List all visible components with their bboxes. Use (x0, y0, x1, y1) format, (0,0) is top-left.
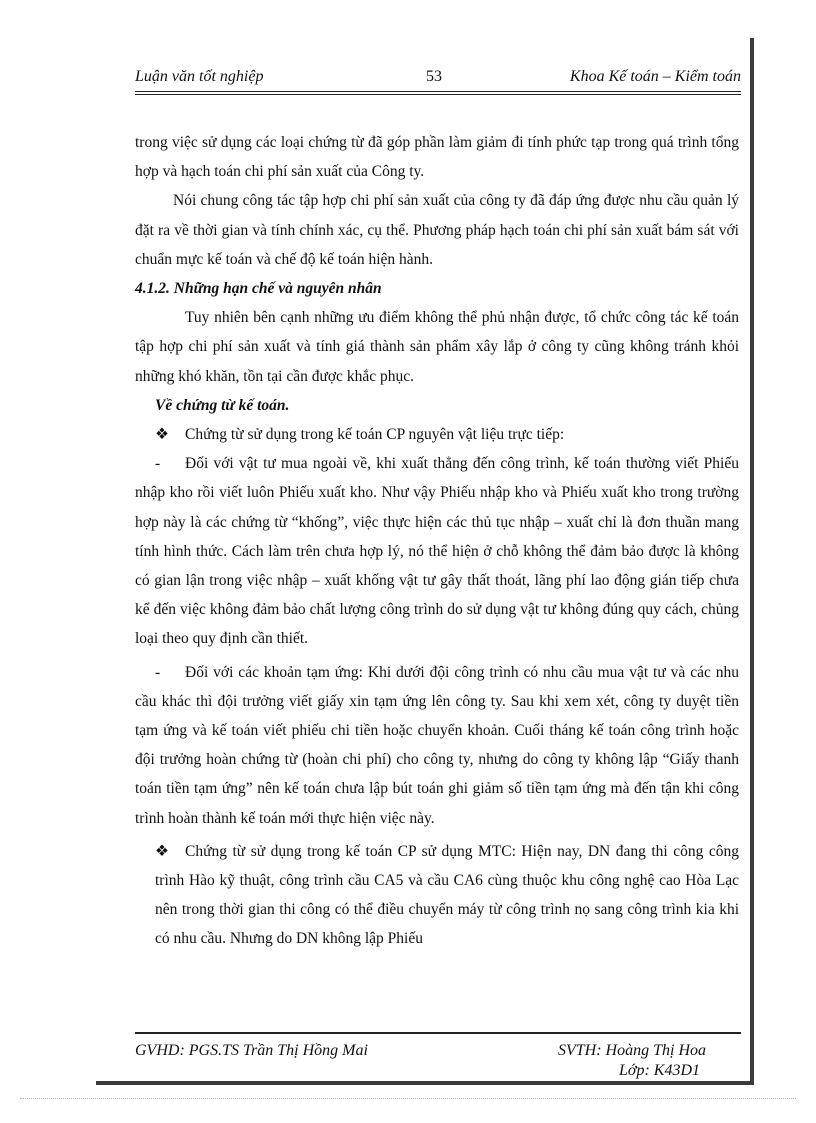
footer-rule (135, 1032, 741, 1034)
bullet-text: Chứng từ sử dụng trong kế toán CP nguyên vật liệu trực tiếp: (185, 426, 565, 444)
paragraph-summary: Nói chung công tác tập hợp chi phí sản xuất của công ty đã đáp ứng được nhu cầu quản lý đặt ra về thời gian và tính chính xác, cụ thể. Phương pháp hạch toán chi phí sản xuất bám sát với chuẩn mực kế toán và chế độ kế toán hiện hành. (135, 192, 739, 268)
page-number: 53 (426, 68, 442, 85)
footer-advisor: GVHD: PGS.TS Trần Thị Hồng Mai (135, 1042, 368, 1059)
page-body (135, 128, 739, 954)
page-header (135, 68, 741, 92)
subsection-heading: Về chứng từ kế toán. (155, 396, 290, 414)
section-heading: 4.1.2. Những hạn chế và nguyên nhân (135, 280, 382, 298)
header-rule (135, 91, 741, 95)
header-thesis-title: Luận văn tốt nghiệp (135, 68, 264, 85)
dash-item (135, 658, 739, 833)
header-faculty: Khoa Kế toán – Kiểm toán (569, 68, 741, 85)
dash-text: Đối với các khoản tạm ứng: Khi dưới đội công trình có nhu cầu mua vật tư và các nhu cầu khác thì đội trưởng viết giấy xin tạm ứng lên công ty. Sau khi xem xét, công ty duyệt tiền tạm ứng và kế toán viết phiếu chi tiền hoặc chuyển khoản. Cuối tháng kế toán công trình hoặc đội trưởng hoàn chứng từ (hoàn chi phí) cho công ty, nhưng do công ty không lập “Giấy thanh toán tiền tạm ứng” nên kế toán chưa lập bút toán ghi giảm số tiền tạm ứng mà đến tận khi công trình hoàn thành kế toán mới thực hiện việc này. (135, 663, 739, 827)
diamond-bullet-icon: ❖ (155, 426, 169, 444)
footer-student: SVTH: Hoàng Thị Hoa (558, 1042, 707, 1059)
diamond-bullet-icon: ❖ (155, 842, 169, 860)
footer-class: Lớp: K43D1 (619, 1062, 700, 1079)
dash-item (135, 449, 739, 653)
dash-marker: - (155, 663, 161, 681)
bullet-item (135, 420, 739, 449)
paragraph-limitations: Tuy nhiên bên cạnh những ưu điểm không thể phủ nhận được, tổ chức công tác kế toán tập hợp chi phí sản xuất và tính giá thành sản phẩm xây lắp ở công ty cũng không tránh khỏi những khó khăn, tồn tại cần được khắc phục. (135, 309, 739, 385)
bottom-dotted-line (20, 1098, 796, 1099)
bullet-item (135, 837, 739, 954)
dash-marker: - (155, 455, 161, 473)
dash-text: Đối với vật tư mua ngoài về, khi xuất thẳng đến công trình, kế toán thường viết Phiếu nhập kho rồi viết luôn Phiếu xuất kho. Như vậy Phiếu nhập kho và Phiếu xuất kho trong trường hợp này là các chứng từ “khống”, việc thực hiện các thủ tục nhập – xuất chỉ là đơn thuần mang tính hình thức. Cách làm trên chưa hợp lý, nó thể hiện ở chỗ không thể đảm bảo được là không có gian lận trong việc nhập – xuất khống vật tư gây thất thoát, lãng phí lao động gián tiếp chưa kể đến việc không đảm bảo chất lượng công trình do sử dụng vật tư không đúng quy cách, chủng loại theo quy định cần thiết. (135, 455, 739, 648)
paragraph-continuation: trong việc sử dụng các loại chứng từ đã góp phần làm giảm đi tính phức tạp trong quá trình tổng hợp và hạch toán chi phí sản xuất của Công ty. (135, 134, 739, 181)
bullet-text: Chứng từ sử dụng trong kế toán CP sử dụng MTC: Hiện nay, DN đang thi công công trình Hào kỹ thuật, công trình cầu CA5 và cầu CA6 cùng thuộc khu công nghệ cao Hòa Lạc nên trong thời gian thi công có thể điều chuyển máy từ công trình nọ sang công trình kia khi có nhu cầu. Nhưng do DN không lập Phiếu (155, 842, 739, 948)
